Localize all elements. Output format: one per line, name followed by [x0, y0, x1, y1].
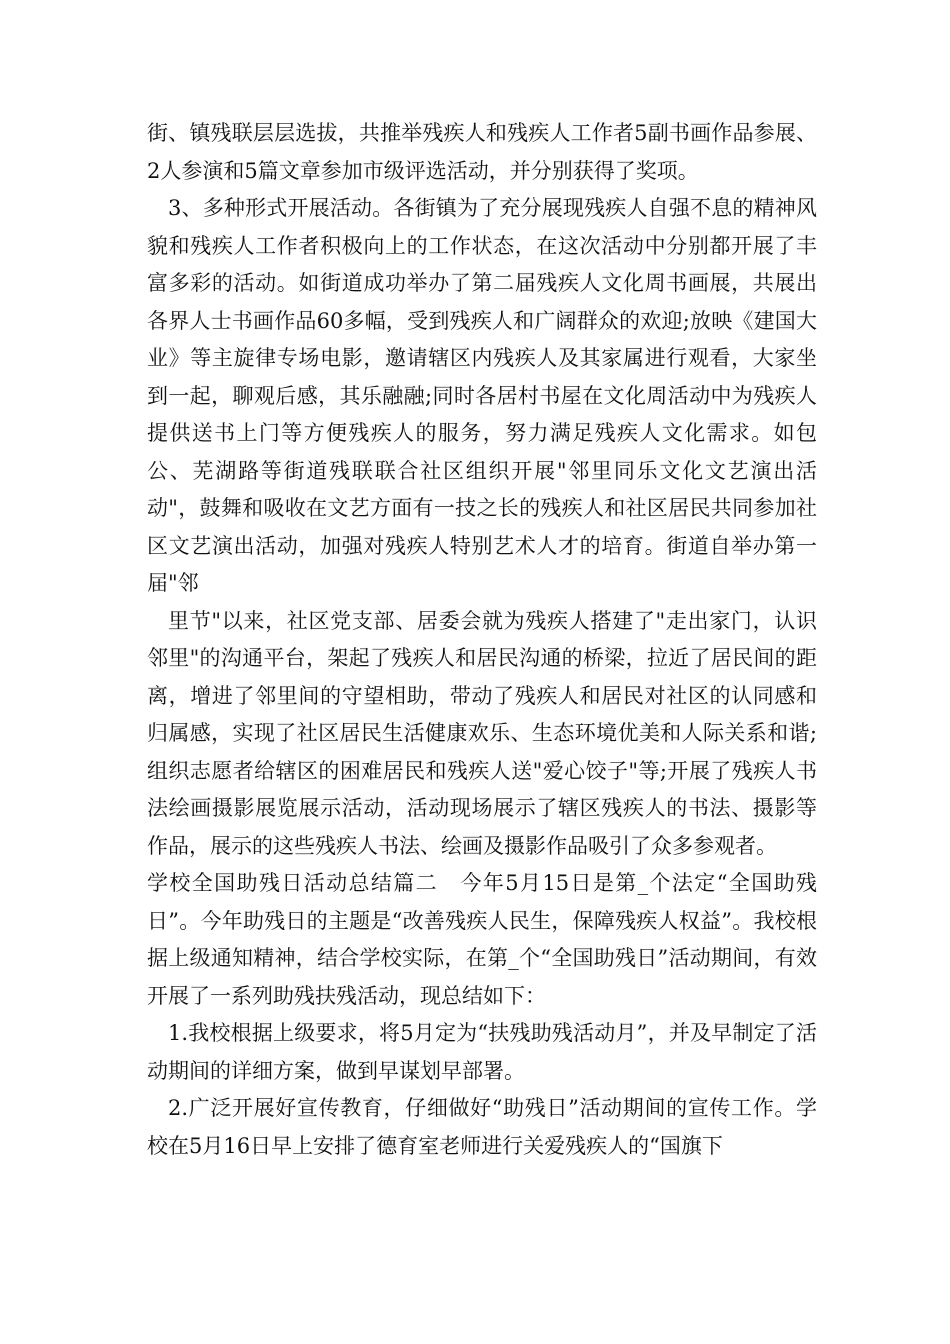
paragraph-activities: 3、多种形式开展活动。各街镇为了充分展现残疾人自强不息的精神风貌和残疾人工作者积极向上的工作状态，在这次活动中分别都开展了丰富多彩的活动。如街道成功举办了第二届残疾人文化周书画展，共展出各界人士书画作品60多幅，受到残疾人和广阔群众的欢迎;放映《建国大业》等主旋律专场电影，邀请辖区内残疾人及其家属进行观看，大家坐到一起，聊观后感，其乐融融;同时各居村书屋在文化周活动中为残疾人提供送书上门等方便残疾人的服务，努力满足残疾人文化需求。如包公、芜湖路等街道残联联合社区组织开展"邻里同乐文化文艺演出活动"，鼓舞和吸收在文艺方面有一技之长的残疾人和社区居民共同参加社区文艺演出活动，加强对残疾人特别艺术人才的培育。街道自举办第一届"邻 [147, 196, 817, 595]
document-body [147, 115, 817, 1165]
paragraph-neighborhood-festival: 里节"以来，社区党支部、居委会就为残疾人搭建了"走出家门，认识邻里"的沟通平台，架起了残疾人和居民沟通的桥梁，拉近了居民间的距离，增进了邻里间的守望相助，带动了残疾人和居民对社区的认同感和归属感，实现了社区居民生活健康欢乐、生态环境优美和人际关系和谐;组织志愿者给辖区的困难居民和残疾人送"爱心饺子"等;开展了残疾人书法绘画摄影展览展示活动，活动现场展示了辖区残疾人的书法、摄影等作品，展示的这些残疾人书法、绘画及摄影作品吸引了众多参观者。 [147, 608, 817, 858]
paragraph-item-two: 2.广泛开展好宣传教育，仔细做好“助残日”活动期间的宣传工作。学校在5月16日早上安排了德育室老师进行关爱残疾人的“国旗下 [147, 1096, 817, 1158]
paragraph-section-two-intro: 学校全国助残日活动总结篇二 今年5月15日是第_个法定“全国助残日”。今年助残日的主题是“改善残疾人民生，保障残疾人权益”。我校根据上级通知精神，结合学校实际，在第_个“全国助残日”活动期间，有效开展了一系列助残扶残活动，现总结如下： [147, 871, 817, 1008]
paragraph-item-one: 1.我校根据上级要求，将5月定为“扶残助残活动月”，并及早制定了活动期间的详细方案，做到早谋划早部署。 [147, 1021, 817, 1083]
paragraph-award-summary: 街、镇残联层层选拔，共推举残疾人和残疾人工作者5副书画作品参展、2人参演和5篇文章参加市级评选活动，并分别获得了奖项。 [147, 121, 817, 183]
